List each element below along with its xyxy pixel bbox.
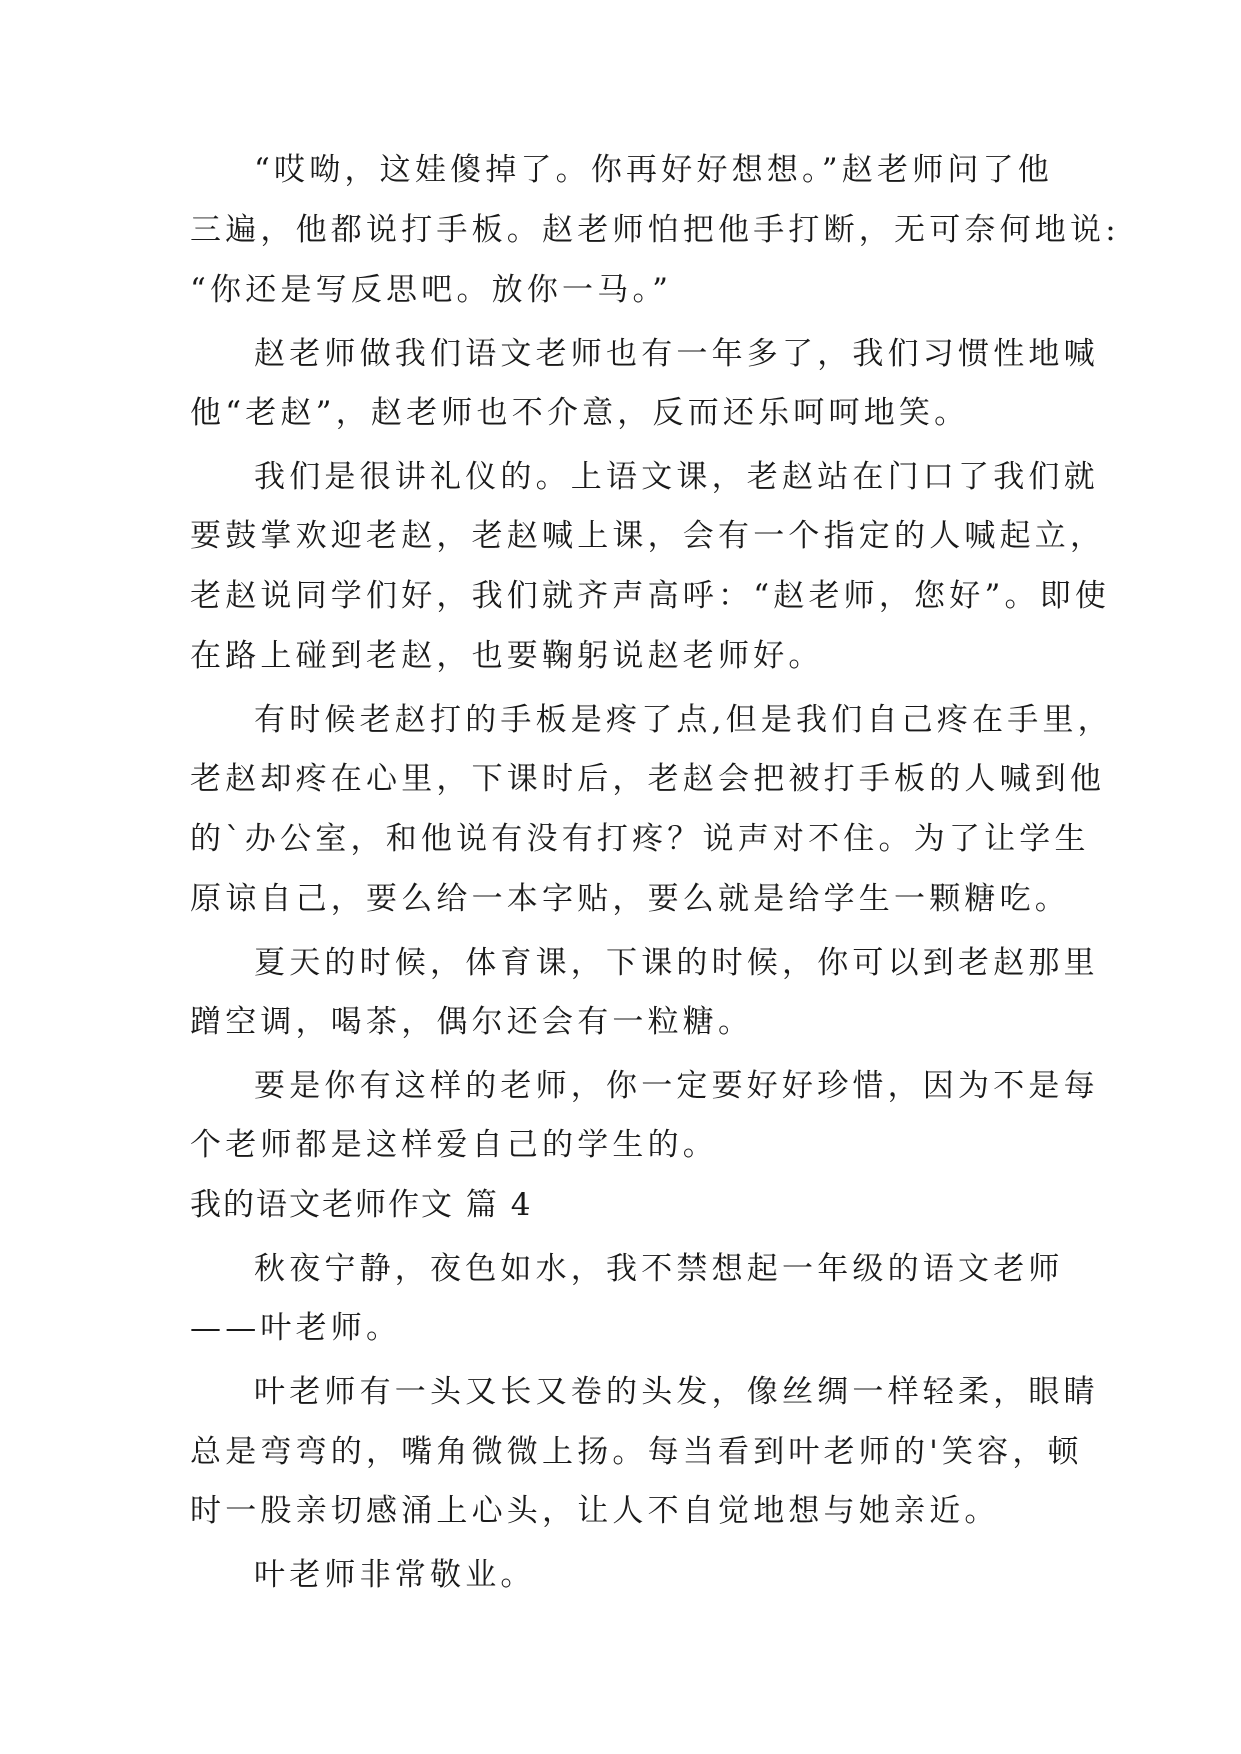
text-line: 秋夜宁静，夜色如水，我不禁想起一年级的语文老师 bbox=[254, 1251, 1064, 1287]
text-line: 叶老师有一头又长又卷的头发，像丝绸一样轻柔，眼睛 bbox=[254, 1374, 1099, 1410]
text-line: 老赵说同学们好，我们就齐声高呼：“赵老师，您好”。即使 bbox=[190, 578, 1111, 614]
text-line: 总是弯弯的，嘴角微微上扬。每当看到叶老师的'笑容，顿 bbox=[190, 1434, 1083, 1470]
text-line: 要是你有这样的老师，你一定要好好珍惜，因为不是每 bbox=[254, 1068, 1099, 1104]
text-line: 蹭空调，喝茶，偶尔还会有一粒糖。 bbox=[190, 1004, 754, 1040]
text-line: 在路上碰到老赵，也要鞠躬说赵老师好。 bbox=[190, 638, 824, 674]
text-line: 我们是很讲礼仪的。上语文课，老赵站在门口了我们就 bbox=[254, 459, 1099, 495]
text-line: 个老师都是这样爱自己的学生的。 bbox=[190, 1127, 718, 1163]
text-line: ——叶老师。 bbox=[190, 1310, 402, 1346]
text-line: 赵老师做我们语文老师也有一年多了，我们习惯性地喊 bbox=[254, 336, 1099, 372]
text-line: “你还是写反思吧。放你一马。” bbox=[190, 272, 673, 308]
section-heading: 我的语文老师作文 篇 4 bbox=[190, 1187, 533, 1223]
text-line: 夏天的时候，体育课，下课的时候，你可以到老赵那里 bbox=[254, 945, 1099, 981]
text-line: 三遍，他都说打手板。赵老师怕把他手打断，无可奈何地说: bbox=[190, 212, 1120, 248]
text-line: 时一股亲切感涌上心头，让人不自觉地想与她亲近。 bbox=[190, 1493, 1000, 1529]
text-line: 他“老赵”，赵老师也不介意，反而还乐呵呵地笑。 bbox=[190, 395, 970, 431]
text-line: 要鼓掌欢迎老赵，老赵喊上课，会有一个指定的人喊起立， bbox=[190, 518, 1106, 554]
text-line: “哎呦，这娃傻掉了。你再好好想想。”赵老师问了他 bbox=[254, 152, 1053, 188]
text-line: 的`办公室，和他说有没有打疼？说声对不住。为了让学生 bbox=[190, 821, 1090, 857]
text-line: 原谅自己，要么给一本字贴，要么就是给学生一颗糖吃。 bbox=[190, 881, 1070, 917]
text-line: 有时候老赵打的手板是疼了点,但是我们自己疼在手里， bbox=[254, 702, 1113, 738]
text-line: 老赵却疼在心里，下课时后，老赵会把被打手板的人喊到他 bbox=[190, 761, 1106, 797]
text-line: 叶老师非常敬业。 bbox=[254, 1557, 536, 1593]
